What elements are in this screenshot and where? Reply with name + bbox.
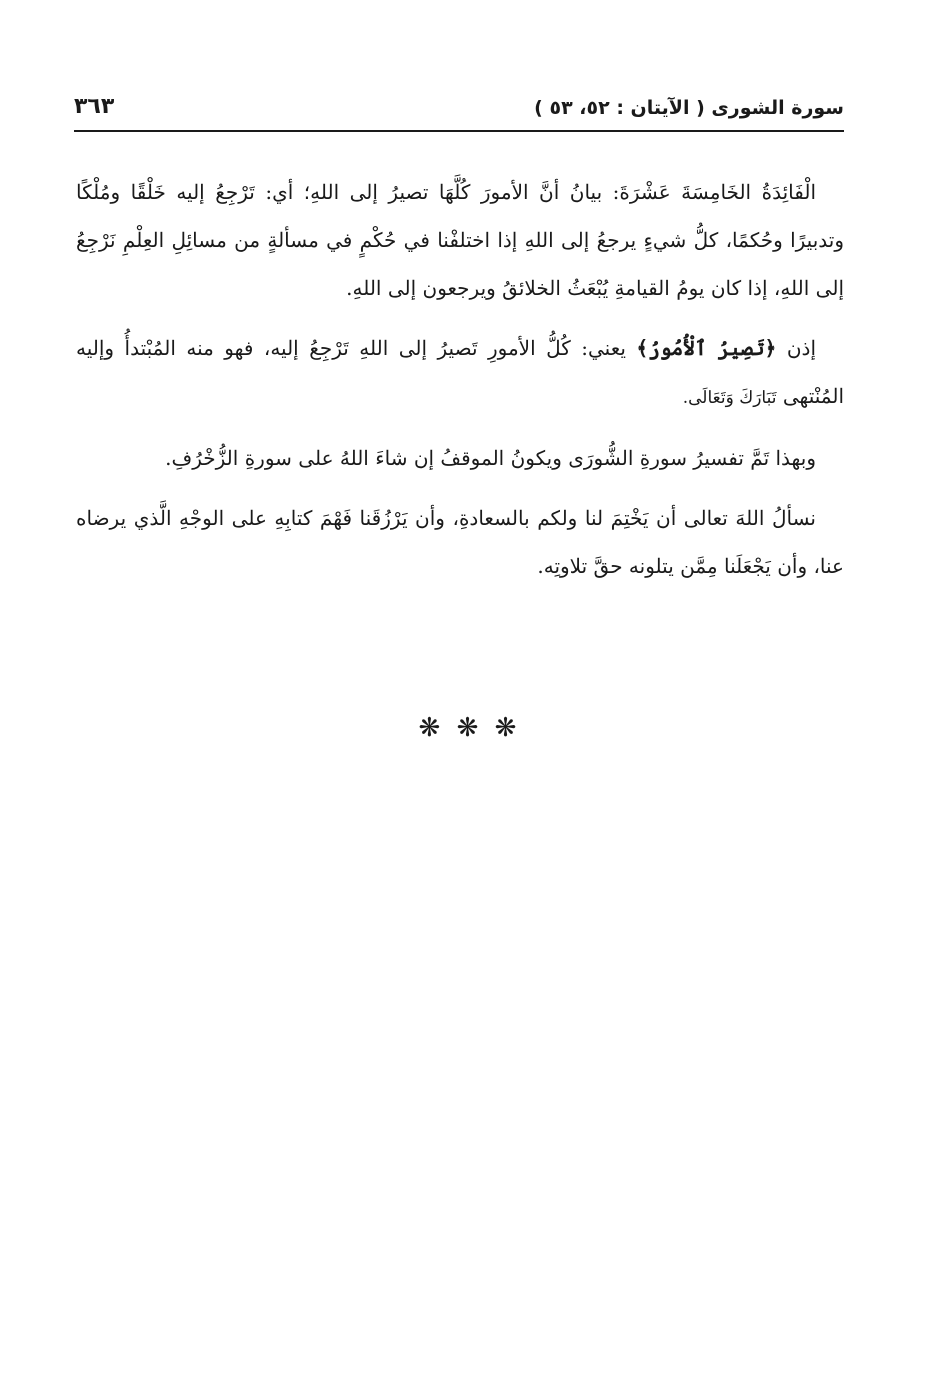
honorific-phrase: تَبَارَكَ وَتَعَالَى. bbox=[682, 388, 777, 408]
paragraph-closing-prayer: نسألُ اللهَ تعالى أن يَخْتِمَ لنا ولكم بالسعادةِ، وأن يَرْزُقَنا فَهْمَ كتابِهِ على الوجْهِ الَّذي يرضاه عنا، وأن يَجْعَلَنا مِمَّن يتلونه حقَّ تلاوتِه. bbox=[76, 506, 844, 578]
page-header bbox=[74, 88, 844, 132]
paragraph-lead-word: إذن bbox=[786, 336, 817, 360]
paragraph-benefit-fifteen: الْفَائِدَةُ الخَامِسَةَ عَشْرَةَ: بيانُ أنَّ الأمورَ كُلَّهَا تصيرُ إلى اللهِ؛ أي: تَرْجِعُ إليه خَلْقًا ومُلْكًا وتدبيرًا وحُكمًا، كلُّ شيءٍ يرجعُ إلى اللهِ إذا اختلفْنا في حُكْمٍ في مسألةٍ من مسائِلِ العِلْمِ نَرْجِعُ إلى اللهِ، إذا كان يومُ القيامةِ يُبْعَثُ الخلائقُ ويرجعون إلى اللهِ. bbox=[76, 180, 844, 300]
paragraph-verse-explanation bbox=[76, 324, 844, 422]
section-separator: ❋ ❋ ❋ bbox=[418, 713, 521, 743]
paragraph-explanation-text: يعني: كُلُّ الأمورِ تَصيرُ إلى اللهِ تَرْجِعُ إليه، فهو منه المُبْتدأُ وإليه المُنْتهى bbox=[76, 336, 844, 408]
paragraph-surah-completion: وبهذا تَمَّ تفسيرُ سورةِ الشُّورَى ويكونُ الموقفُ إن شاءَ اللهُ على سورةِ الزُّخْرُفِ. bbox=[165, 446, 816, 470]
running-title: سورة الشورى ( الآيتان : ٥٢، ٥٣ ) bbox=[534, 97, 844, 119]
body-text bbox=[76, 168, 844, 604]
page-number: ٣٦٣ bbox=[74, 94, 115, 119]
header-rule bbox=[74, 130, 844, 132]
quran-verse-quote: ﴿تَصِيرُ ٱلْأُمُورُ﴾ bbox=[636, 336, 777, 360]
